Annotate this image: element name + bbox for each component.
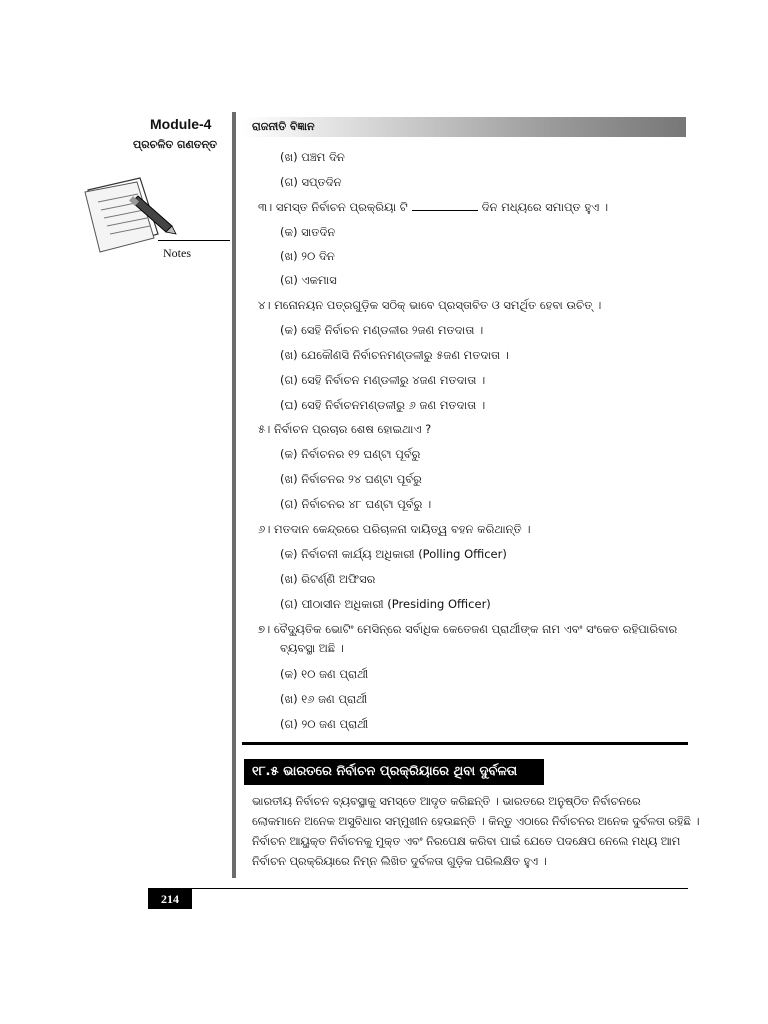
option-line: (ଗ) ସେହି ନିର୍ବାଚନ ମଣ୍ଡଳୀରୁ ୪ଜଣ ମତଦାତା । xyxy=(280,373,486,387)
question-line: ୪। ମନୋନୟନ ପତ୍ରଗୁଡ଼ିକ ସଠିକ୍ ଭାବେ ପ୍ରସ୍ତାବିତ ଓ ସମର୍ଥିତ ହେବା ଉଚିତ୍ । xyxy=(258,298,602,312)
option-line: (ଗ) ୨୦ ଜଣ ପ୍ରାର୍ଥୀ xyxy=(280,717,369,731)
question-3 xyxy=(258,200,608,215)
option-line: (କ) ନିର୍ବାଚନୀ କାର୍ଯ୍ୟ ଅଧିକାରୀ (Polling Officer) xyxy=(280,547,507,561)
question-line: ୬। ମତଦାନ କେନ୍ଦ୍ରରେ ପରିଚାଳନା ଦାୟିତ୍ୱ ବହନ କରିଥାନ୍ତି । xyxy=(258,522,531,536)
paragraph-line: ନିର୍ବାଚନ ଆୟୁକ୍ତ ନିର୍ବାଚନକୁ ମୁକ୍ତ ଏବଂ ନିରପେକ୍ଷ କରିବା ପାଇଁ ଯେତେ ପଦକ୍ଷେପ ନେଲେ ମଧ୍ୟ ଆମ xyxy=(252,835,681,848)
notes-divider xyxy=(158,240,230,241)
question-continuation: ବ୍ୟବସ୍ଥା ଅଛି । xyxy=(280,641,344,655)
margin-bar xyxy=(232,112,236,878)
notes-label: Notes xyxy=(163,246,191,260)
option-line: (ଖ) ୧୬ ଜଣ ପ୍ରାର୍ଥୀ xyxy=(280,692,368,706)
option-line: (ଗ) ଏକମାସ xyxy=(280,273,337,287)
option-line: (କ) ନିର୍ବାଚନର ୧୨ ଘଣ୍ଟା ପୂର୍ବରୁ xyxy=(280,447,421,461)
question-3-after: ଦିନ ମଧ୍ୟରେ ସମାପ୍ତ ହୁଏ । xyxy=(481,200,609,214)
question-3-before: ୩। ସମସ୍ତ ନିର୍ବାଚନ ପ୍ରକ୍ରିୟା ଟି xyxy=(258,200,408,214)
section-rule xyxy=(242,742,688,745)
footer-rule xyxy=(148,888,688,889)
option-line: (ଗ) ପୀଠାସୀନ ଅଧିକାରୀ (Presiding Officer) xyxy=(280,597,491,611)
option-line: (ଖ) ନିର୍ବାଚନର ୨୪ ଘଣ୍ଟା ପୂର୍ବରୁ xyxy=(280,472,422,486)
paragraph-line: ଲୋକମାନେ ଅନେକ ଅସୁବିଧାର ସମ୍ମୁଖୀନ ହେଉଛନ୍ତି । କିନ୍ତୁ ଏଠାରେ ନିର୍ବାଚନର ଅନେକ ଦୁର୍ବଳତା ରହିଛି । xyxy=(252,815,700,828)
module-subtitle: ପ୍ରଚଳିତ ଗଣତନ୍ତ xyxy=(133,138,218,151)
option-line: (ଖ) ରିଟର୍ଣ୍ଣି ଅଫିସର xyxy=(280,572,376,586)
option-line: (ଖ) ଯେକୌଣସି ନିର୍ବାଚନମଣ୍ଡଳୀରୁ ୫ଜଣ ମତଦାତା । xyxy=(280,348,509,362)
option-line: (ଗ) ସପ୍ତଦିନ xyxy=(280,175,342,189)
question-line: ୫। ନିର୍ବାଚନ ପ୍ରଚାର ଶେଷ ହୋଇଥାଏ ? xyxy=(258,422,432,436)
paragraph-line: ନିର୍ବାଚନ ପ୍ରକ୍ରିୟାରେ ନିମ୍ନ ଲିଖିତ ଦୁର୍ବଳତା ଗୁଡ଼ିକ ପରିଲକ୍ଷିତ ହୁଏ । xyxy=(252,855,547,868)
paragraph-line: ଭାରତୀୟ ନିର୍ବାଚନ ବ୍ୟବସ୍ଥାକୁ ସମସ୍ତେ ଆଦୃତ କରିଛନ୍ତି । ଭାରତରେ ଅନୁଷ୍ଠିତ ନିର୍ବାଚନରେ xyxy=(252,795,641,808)
section-heading: ୧୮.୫ ଭାରତରେ ନିର୍ବାଚନ ପ୍ରକ୍ରିୟାରେ ଥିବା ଦୁର୍ବଳତା xyxy=(244,759,544,785)
option-line: (ଖ) ୨୦ ଦିନ xyxy=(280,249,335,263)
page-number: 214 xyxy=(148,889,192,909)
module-title: Module-4 xyxy=(150,116,212,132)
option-line: (ଘ) ସେହି ନିର୍ବାଚନମଣ୍ଡଳୀରୁ ୬ ଜଣ ମତଦାତା । xyxy=(280,398,486,412)
header-title: ରାଜନୀତି ବିଜ୍ଞାନ xyxy=(252,120,315,133)
notes-pencil-icon xyxy=(82,172,178,256)
option-line: (କ) ସେହି ନିର୍ବାଚନ ମଣ୍ଡଳୀର ୨ଜଣ ମତଦାତା । xyxy=(280,323,484,337)
option-line: (ଗ) ନିର୍ବାଚନର ୪୮ ଘଣ୍ଟା ପୂର୍ବରୁ । xyxy=(280,497,432,511)
fill-blank xyxy=(412,202,478,211)
option-line: (କ) ସାତଦିନ xyxy=(280,225,336,239)
option-line: (ଖ) ପଞ୍ଚମ ଦିନ xyxy=(280,150,345,164)
question-line: ୭। ବୈଦ୍ୟୁତିକ ଭୋଟିଂ ମେସିନ୍‌ରେ ସର୍ବାଧିକ କେତେଜଣ ପ୍ରାର୍ଥୀଙ୍କ ନାମ ଏବଂ ସଂକେତ ରହିପାରିବାର xyxy=(258,622,678,636)
option-line: (କ) ୧୦ ଜଣ ପ୍ରାର୍ଥୀ xyxy=(280,667,369,681)
